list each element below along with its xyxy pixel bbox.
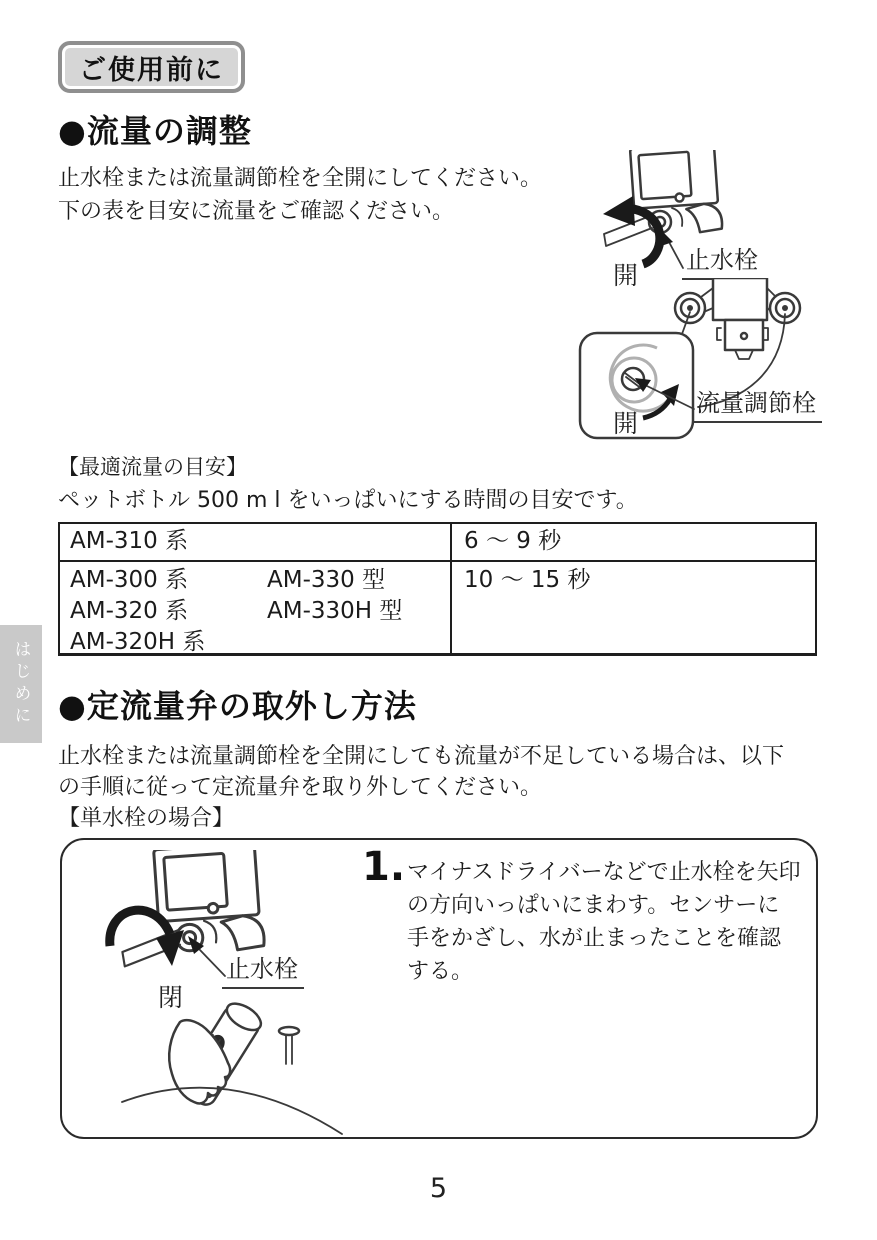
step-instruction: マイナスドライバーなどで止水栓を矢印の方向いっぱいにまわす。センサーに手をかざし、水が止まったことを確認する。 [407, 860, 801, 984]
section-title-flow-adjust: ●流量の調整 [58, 112, 252, 150]
paragraph-line: の手順に従って定流量弁を取り外してください。 [58, 775, 543, 800]
close-label: 閉 [158, 983, 184, 1012]
model-name: AM-300 系 [70, 567, 189, 593]
model-name: AM-330 型 [267, 567, 386, 593]
paragraph-line: 下の表を目安に流量をご確認ください。 [58, 199, 455, 224]
page-number: 5 [429, 1173, 448, 1204]
sidebar-tab-hajimeni: はじめに [0, 625, 42, 743]
model-column [70, 565, 267, 653]
basin-outline [122, 1088, 342, 1134]
paragraph-line: 止水栓または流量調節栓を全開にしてください。 [58, 166, 543, 191]
model-name: AM-320 系 [70, 598, 189, 624]
stop-valve-label: 止水栓 [222, 949, 304, 989]
valve-pin [279, 1027, 299, 1064]
flow-adjust-paragraph [58, 162, 542, 228]
model-name: AM-330H 型 [267, 598, 403, 624]
table-row [60, 560, 815, 653]
table-cell-model: AM-310 系 [60, 524, 452, 560]
stop-valve-close-illustration [80, 850, 392, 1136]
step-number: 1. [362, 844, 406, 890]
flow-rate-table [58, 522, 817, 656]
section-title-valve-removal: ●定流量弁の取外し方法 [58, 687, 417, 725]
model-name: AM-320H 系 [70, 629, 206, 655]
valve-removal-paragraph [58, 741, 784, 834]
case-label: 【単水栓の場合】 [58, 806, 235, 831]
stop-valve-label: 止水栓 [682, 240, 764, 280]
model-column [267, 565, 402, 653]
table-row [60, 524, 815, 560]
table-cell-time: 10 ～ 15 秒 [464, 567, 591, 593]
paragraph-line: 止水栓または流量調節栓を全開にしても流量が不足している場合は、以下 [58, 744, 785, 769]
guide-heading: 【最適流量の目安】 [58, 455, 247, 479]
section-badge: ご使用前に [58, 41, 245, 93]
table-cell-time: 6 ～ 9 秒 [464, 528, 562, 554]
table-cell-models [60, 562, 452, 653]
open-label: 開 [613, 409, 639, 438]
flow-valve-label: 流量調節栓 [692, 383, 822, 423]
open-label: 開 [613, 261, 639, 290]
guide-text: ペットボトル 500 m l をいっぱいにする時間の目安です。 [58, 488, 638, 513]
